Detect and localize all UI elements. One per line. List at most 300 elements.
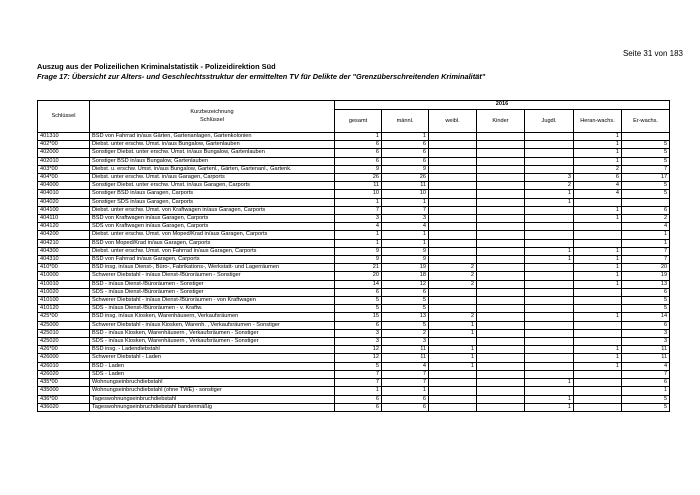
cell-key: 404310 [38,256,90,264]
cell-key: 402000 [38,149,90,157]
cell-key: 435000 [38,387,90,395]
cell-jugdl [525,231,574,239]
cell-heranwachs: 1 [574,313,622,321]
cell-jugdl [525,215,574,223]
cell-jugdl [525,223,574,231]
cell-jugdl [525,387,574,395]
cell-weibl [429,288,477,296]
cell-maennl: 1 [382,239,429,247]
cell-gesamt: 3 [335,338,382,346]
cell-jugdl [525,321,574,329]
cell-kinder [477,370,525,378]
cell-heranwachs: 1 [574,149,622,157]
table-row [38,370,670,378]
cell-maennl: 26 [382,174,429,182]
cell-maennl: 11 [382,182,429,190]
cell-erwachs: 4 [622,223,670,231]
cell-kinder [477,247,525,255]
header-weibl: weibl. [429,110,477,133]
cell-weibl: 2 [429,264,477,272]
cell-gesamt: 12 [335,354,382,362]
cell-kinder [477,182,525,190]
cell-erwachs: 5 [622,182,670,190]
cell-key: 404200 [38,231,90,239]
cell-maennl: 5 [382,297,429,305]
cell-maennl: 9 [382,165,429,173]
cell-maennl: 9 [382,256,429,264]
cell-gesamt: 10 [335,190,382,198]
cell-gesamt: 7 [335,379,382,387]
cell-gesamt: 26 [335,174,382,182]
cell-key: 402010 [38,157,90,165]
cell-jugdl [525,280,574,288]
cell-jugdl [525,141,574,149]
cell-maennl: 6 [382,141,429,149]
cell-kinder [477,264,525,272]
cell-name: SDS - in/aus Dienst-/Büroräumen - Sonstiger [90,288,335,296]
cell-gesamt: 5 [335,362,382,370]
cell-name: BSD von Fahrrad in/aus Garagen, Carports [90,256,335,264]
cell-heranwachs: 1 [574,256,622,264]
table-row [38,174,670,182]
cell-name: Diebst. unter erschw. Umst. von Kraftwagen in/aus Garagen, Carports [90,206,335,214]
cell-erwachs: 5 [622,190,670,198]
cell-maennl: 6 [382,403,429,411]
cell-maennl: 6 [382,395,429,403]
cell-jugdl [525,288,574,296]
cell-gesamt: 6 [335,149,382,157]
cell-kinder [477,354,525,362]
cell-kinder [477,329,525,337]
cell-weibl [429,256,477,264]
cell-weibl [429,157,477,165]
cell-erwachs: 6 [622,379,670,387]
cell-maennl: 6 [382,157,429,165]
cell-jugdl [525,297,574,305]
cell-heranwachs [574,387,622,395]
cell-maennl: 6 [382,288,429,296]
cell-heranwachs [574,231,622,239]
cell-maennl: 1 [382,133,429,141]
table-row [38,141,670,149]
header-jugdl: Jugdl. [525,110,574,133]
cell-jugdl: 1 [525,379,574,387]
cell-key: 404*00 [38,174,90,182]
cell-maennl: 11 [382,346,429,354]
cell-jugdl: 1 [525,403,574,411]
table-row [38,198,670,206]
cell-weibl: 1 [429,321,477,329]
cell-kinder [477,231,525,239]
cell-maennl: 4 [382,362,429,370]
cell-kinder [477,313,525,321]
cell-name: Diebst. unter erschw. Umst. von Fahrrad in/aus Garagen, Carports [90,247,335,255]
cell-key: 435*00 [38,379,90,387]
cell-jugdl [525,133,574,141]
header-key: Schlüssel [38,101,90,133]
table-row [38,247,670,255]
table-row [38,157,670,165]
cell-kinder [477,198,525,206]
cell-jugdl [525,362,574,370]
cell-weibl: 2 [429,280,477,288]
cell-maennl: 1 [382,198,429,206]
table-row [38,239,670,247]
cell-name: Diebst. unter erschw. Umst. von Moped/Krad in/aus Garagen, Carports [90,231,335,239]
header-erwachs: Er-wachs. [622,110,670,133]
cell-name: BSD von Fahrrad in/aus Gärten, Gartenanlagen, Gartenkolonien [90,133,335,141]
document-subtitle: Frage 17: Übersicht zur Alters- und Geschlechtsstruktur der ermittelten TV für Delikte der "Grenzüberschreitenden Kriminalität" [37,72,486,81]
table-row [38,305,670,313]
cell-erwachs: 1 [622,231,670,239]
cell-weibl [429,305,477,313]
table-row [38,379,670,387]
table-row [38,231,670,239]
cell-weibl [429,387,477,395]
cell-key: 404210 [38,239,90,247]
cell-kinder [477,280,525,288]
cell-kinder [477,387,525,395]
cell-gesamt: 7 [335,370,382,378]
table-body [38,133,670,412]
cell-name: BSD insg. - Ladendiebstahl [90,346,335,354]
cell-gesamt: 6 [335,321,382,329]
cell-heranwachs [574,395,622,403]
cell-name: SDS von Kraftwagen in/aus Garagen, Carports [90,223,335,231]
cell-name: BSD insg. in/aus Kiosken, Warenhäusern, Verkaufsräumen [90,313,335,321]
table-row [38,149,670,157]
page-number: Seite 31 von 183 [622,49,683,58]
cell-gesamt: 12 [335,346,382,354]
cell-weibl [429,247,477,255]
cell-key: 410010 [38,280,90,288]
table-row [38,256,670,264]
cell-name: Sonstiger SDS in/aus Garagen, Carports [90,198,335,206]
cell-key: 426020 [38,370,90,378]
table-row [38,215,670,223]
cell-kinder [477,346,525,354]
cell-weibl [429,190,477,198]
cell-weibl [429,174,477,182]
cell-erwachs: 11 [622,354,670,362]
cell-kinder [477,403,525,411]
cell-gesamt: 15 [335,313,382,321]
cell-kinder [477,297,525,305]
cell-maennl: 7 [382,370,429,378]
cell-erwachs: 4 [622,362,670,370]
cell-weibl [429,141,477,149]
cell-jugdl: 1 [525,190,574,198]
cell-key: 404300 [38,247,90,255]
cell-key: 426*00 [38,346,90,354]
cell-heranwachs: 1 [574,206,622,214]
cell-gesamt: 11 [335,182,382,190]
cell-gesamt: 6 [335,395,382,403]
table-row [38,223,670,231]
cell-weibl: 2 [429,313,477,321]
table-row [38,280,670,288]
cell-gesamt: 1 [335,231,382,239]
cell-jugdl [525,272,574,280]
cell-erwachs: 7 [622,256,670,264]
cell-heranwachs: 1 [574,354,622,362]
cell-jugdl: 1 [525,198,574,206]
cell-gesamt: 5 [335,305,382,313]
cell-kinder [477,321,525,329]
cell-name: BSD - Laden [90,362,335,370]
cell-key: 404000 [38,182,90,190]
cell-erwachs: 17 [622,174,670,182]
cell-name: Sonstiger BSD in/aus Bungalow, Gartenlauben [90,157,335,165]
cell-gesamt: 1 [335,239,382,247]
cell-gesamt: 9 [335,247,382,255]
cell-key: 425020 [38,338,90,346]
cell-kinder [477,272,525,280]
cell-weibl [429,379,477,387]
cell-maennl: 7 [382,379,429,387]
cell-maennl: 6 [382,149,429,157]
cell-kinder [477,256,525,264]
header-year: 2016 [335,101,670,110]
cell-name: Schwerer Diebstahl - in/aus Kiosken, Warenh. , Verkaufsräumen - Sonstiger [90,321,335,329]
cell-jugdl: 2 [525,182,574,190]
cell-gesamt: 6 [335,403,382,411]
cell-key: 402*00 [38,141,90,149]
cell-heranwachs [574,329,622,337]
cell-kinder [477,395,525,403]
cell-kinder [477,379,525,387]
cell-heranwachs [574,198,622,206]
cell-key: 425010 [38,329,90,337]
cell-key: 404100 [38,206,90,214]
cell-maennl: 3 [382,338,429,346]
cell-kinder [477,174,525,182]
cell-erwachs: 5 [622,395,670,403]
statistics-table [37,100,670,412]
cell-heranwachs: 6 [574,174,622,182]
cell-erwachs: 3 [622,338,670,346]
table-row [38,190,670,198]
cell-kinder [477,141,525,149]
cell-weibl [429,239,477,247]
cell-jugdl [525,264,574,272]
cell-name: SDS - in/aus Kiosken, Warenhäusern , Verkaufsräumen - Sonstiger [90,338,335,346]
cell-weibl: 1 [429,346,477,354]
cell-kinder [477,362,525,370]
table-row [38,272,670,280]
cell-key: 404120 [38,223,90,231]
cell-gesamt: 4 [335,223,382,231]
cell-gesamt: 14 [335,280,382,288]
cell-kinder [477,206,525,214]
cell-heranwachs [574,338,622,346]
cell-kinder [477,157,525,165]
cell-jugdl [525,239,574,247]
cell-heranwachs: 1 [574,362,622,370]
cell-jugdl: 1 [525,247,574,255]
header-gesamt: gesamt [335,110,382,133]
table-row [38,182,670,190]
table-row [38,297,670,305]
cell-heranwachs [574,288,622,296]
cell-jugdl [525,354,574,362]
cell-erwachs: 6 [622,321,670,329]
header-name: Kurzbezeichnung Schlüssel [90,101,335,133]
cell-heranwachs: 4 [574,190,622,198]
cell-maennl: 9 [382,247,429,255]
cell-jugdl: 3 [525,174,574,182]
cell-heranwachs: 1 [574,215,622,223]
cell-key: 404010 [38,190,90,198]
cell-erwachs [622,133,670,141]
cell-kinder [477,149,525,157]
cell-gesamt: 1 [335,198,382,206]
cell-weibl [429,149,477,157]
cell-gesamt: 9 [335,256,382,264]
cell-erwachs: 19 [622,272,670,280]
table-row [38,387,670,395]
cell-key: 426010 [38,362,90,370]
cell-gesamt: 9 [335,165,382,173]
cell-erwachs: 5 [622,305,670,313]
cell-jugdl: 1 [525,395,574,403]
cell-weibl [429,182,477,190]
table-row [38,354,670,362]
cell-weibl [429,133,477,141]
cell-maennl: 18 [382,272,429,280]
cell-weibl [429,223,477,231]
cell-name: Tageswohnungseinbruchdiebstahl [90,395,335,403]
cell-key: 410*00 [38,264,90,272]
cell-erwachs: 11 [622,346,670,354]
cell-heranwachs: 1 [574,133,622,141]
cell-erwachs: 5 [622,157,670,165]
cell-key: 425000 [38,321,90,329]
cell-gesamt: 6 [335,288,382,296]
cell-key: 410000 [38,272,90,280]
cell-kinder [477,223,525,231]
cell-key: 404110 [38,215,90,223]
header-heranwachs: Heran-wachs. [574,110,622,133]
cell-weibl [429,338,477,346]
table-row [38,206,670,214]
cell-gesamt: 5 [335,297,382,305]
cell-maennl: 11 [382,354,429,362]
cell-heranwachs [574,305,622,313]
cell-weibl [429,231,477,239]
table-row [38,313,670,321]
cell-gesamt: 7 [335,206,382,214]
cell-gesamt: 3 [335,215,382,223]
cell-weibl [429,370,477,378]
cell-heranwachs: 4 [574,182,622,190]
cell-heranwachs: 1 [574,264,622,272]
cell-key: 436*00 [38,395,90,403]
table-row [38,264,670,272]
cell-jugdl [525,149,574,157]
cell-weibl [429,297,477,305]
cell-erwachs: 3 [622,329,670,337]
cell-key: 410100 [38,297,90,305]
cell-heranwachs: 1 [574,141,622,149]
cell-maennl: 7 [382,206,429,214]
cell-gesamt: 1 [335,387,382,395]
table-row [38,395,670,403]
cell-weibl: 1 [429,362,477,370]
cell-key: 401310 [38,133,90,141]
cell-name: Schwerer Diebstahl - in/aus Dienst-/Büroräumen - Sonstiger [90,272,335,280]
cell-name: Wohnungseinbruchdiebstahl (ohne TWE) - sonstiger [90,387,335,395]
cell-name: Tageswohnungseinbruchdiebstahl bandenmäßig [90,403,335,411]
cell-name: BSD von Kraftwagen in/aus Garagen, Carports [90,215,335,223]
cell-weibl: 2 [429,272,477,280]
cell-maennl: 4 [382,223,429,231]
cell-name: SDS - in/aus Dienst-/Büroräumen - v. Kraftw. [90,305,335,313]
table-row [38,165,670,173]
cell-heranwachs: 1 [574,272,622,280]
cell-name: Schwerer Diebstahl - Laden [90,354,335,362]
cell-key: 410020 [38,288,90,296]
cell-heranwachs [574,370,622,378]
cell-jugdl [525,157,574,165]
cell-name: Wohnungseinbruchdiebstahl [90,379,335,387]
cell-weibl [429,403,477,411]
cell-weibl [429,206,477,214]
cell-maennl: 12 [382,280,429,288]
cell-key: 436020 [38,403,90,411]
cell-jugdl [525,305,574,313]
table-row [38,288,670,296]
cell-name: BSD - in/aus Dienst-/Büroräumen - Sonstiger [90,280,335,288]
cell-heranwachs [574,321,622,329]
cell-heranwachs: 2 [574,165,622,173]
cell-maennl: 13 [382,313,429,321]
cell-jugdl [525,370,574,378]
cell-erwachs: 7 [622,165,670,173]
cell-heranwachs: 1 [574,247,622,255]
cell-heranwachs: 1 [574,280,622,288]
cell-jugdl [525,329,574,337]
cell-kinder [477,215,525,223]
table-row [38,338,670,346]
cell-heranwachs [574,223,622,231]
cell-name: BSD von Moped/Krad in/aus Garagen, Carports [90,239,335,247]
header-row-year [38,101,670,110]
cell-erwachs: 2 [622,215,670,223]
cell-erwachs: 1 [622,387,670,395]
cell-maennl: 19 [382,264,429,272]
cell-erwachs: 1 [622,239,670,247]
header-maennl: männl. [382,110,429,133]
cell-key: 410120 [38,305,90,313]
cell-erwachs [622,198,670,206]
cell-jugdl [525,338,574,346]
cell-jugdl [525,346,574,354]
cell-weibl: 1 [429,354,477,362]
cell-name: Diebst. unter erschw. Umst. in/aus Garagen, Carports [90,174,335,182]
cell-gesamt: 1 [335,133,382,141]
cell-erwachs: 7 [622,370,670,378]
cell-weibl [429,198,477,206]
cell-erwachs: 20 [622,264,670,272]
cell-name: Sonstiger BSD in/aus Garagen, Carports [90,190,335,198]
cell-heranwachs [574,239,622,247]
cell-heranwachs: 1 [574,157,622,165]
cell-erwachs: 5 [622,403,670,411]
cell-kinder [477,165,525,173]
cell-erwachs: 5 [622,297,670,305]
cell-erwachs: 6 [622,206,670,214]
